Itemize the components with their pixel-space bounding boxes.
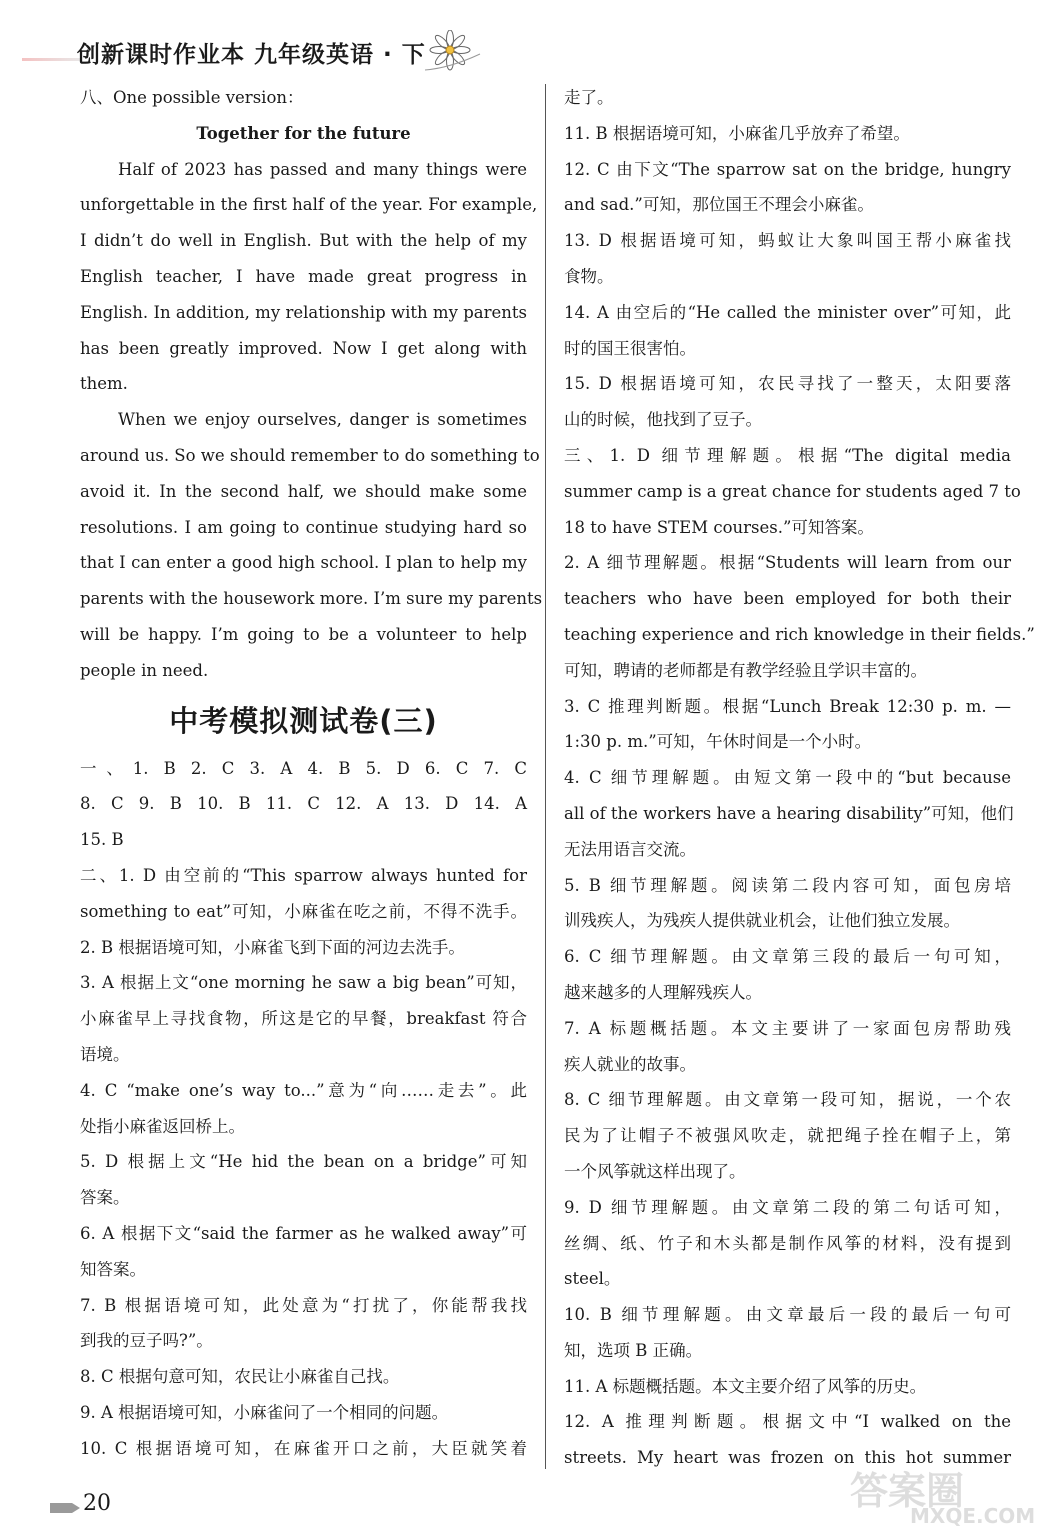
text-line: teaching experience and rich knowledge in their fields.” xyxy=(564,624,1035,644)
text-line: 4. C “make one’s way to...”意为“向……走去”。此 xyxy=(80,1080,527,1100)
text-line: 知，选项 B 正确。 xyxy=(564,1340,703,1360)
text-line: 山的时候，他找到了豆子。 xyxy=(564,410,762,430)
text-line: 无法用语言交流。 xyxy=(564,839,696,859)
text-line: 走了。 xyxy=(564,88,614,107)
text-line: teachers who have been employed for both their xyxy=(564,589,1011,609)
text-line: 15. D 根据语境可知，农民寻找了一整天，太阳要落 xyxy=(564,374,1011,394)
text-line: 处指小麻雀返回桥上。 xyxy=(80,1116,245,1136)
book-title: 创新课时作业本 九年级英语 · 下 xyxy=(77,42,426,68)
text-line: When we enjoy ourselves, danger is sometimes xyxy=(118,410,527,430)
text-line: 4. C 细节理解题。由短文第一段中的“but because xyxy=(564,768,1011,788)
text-line: unforgettable in the first half of the year. For example, xyxy=(80,195,538,215)
text-line: 3. A 根据上文“one morning he saw a big bean”可知， xyxy=(80,973,527,993)
text-line: 7. A 标题概括题。本文主要讲了一家面包房帮助残 xyxy=(564,1018,1011,1038)
text-line: 三、1. D 细节理解题。根据“The digital media xyxy=(564,445,1011,465)
text-line: 5. D 根据上文“He hid the bean on a bridge”可知 xyxy=(80,1152,527,1172)
text-line: 2. B 根据语境可知，小麻雀飞到下面的河边去洗手。 xyxy=(80,937,465,957)
text-line: English. In addition, my relationship with my parents xyxy=(80,302,527,322)
column-divider xyxy=(545,84,546,1469)
text-line: 9. A 根据语境可知，小麻雀问了一个相同的问题。 xyxy=(80,1402,449,1422)
page-number: 20 xyxy=(83,1491,111,1516)
page-header xyxy=(22,30,522,80)
text-line: 疾人就业的故事。 xyxy=(564,1054,696,1074)
flower-icon xyxy=(420,30,490,75)
text-line: 10. C 根据语境可知，在麻雀开口之前，大臣就笑着 xyxy=(80,1438,527,1458)
exam-title: 中考模拟测试卷(三) xyxy=(169,703,438,738)
watermark-logo xyxy=(850,1460,1045,1530)
text-line: 可知，聘请的老师都是有教学经验且学识丰富的。 xyxy=(564,660,927,680)
text-line: 7. B 根据语境可知，此处意为“打扰了，你能帮我找 xyxy=(80,1295,527,1315)
text-line: 18 to have STEM courses.”可知答案。 xyxy=(564,517,874,537)
text-line: 训残疾人，为残疾人提供就业机会，让他们独立发展。 xyxy=(564,911,960,931)
text-line: summer camp is a great chance for students aged 7 to xyxy=(564,481,1021,501)
header-accent-bar xyxy=(22,58,82,61)
text-line: 10. B 细节理解题。由文章最后一段的最后一句可 xyxy=(564,1305,1011,1325)
text-line: streets. My heart was frozen on this hot summer xyxy=(564,1448,1011,1468)
text-line: 丝绸、纸、竹子和木头都是制作风筝的材料，没有提到 xyxy=(564,1233,1011,1253)
text-line: 语境。 xyxy=(80,1044,130,1064)
text-line: 越来越多的人理解残疾人。 xyxy=(564,982,762,1002)
text-line: will be happy. I’m going to be a volunteer to help xyxy=(80,624,527,644)
watermark-url-text: MXQE.COM xyxy=(910,1504,1036,1528)
text-line: 14. A 由空后的“He called the minister over”可知，此 xyxy=(564,302,1011,322)
text-line: 6. A 根据下文“said the farmer as he walked away”可 xyxy=(80,1223,527,1243)
text-line: 12. A 推理判断题。根据文中“I walked on the xyxy=(564,1412,1011,1432)
text-line: 一个风筝就这样出现了。 xyxy=(564,1161,746,1181)
text-line: that I can enter a good high school. I plan to help my xyxy=(80,553,527,573)
text-line: 13. D 根据语境可知，蚂蚁让大象叫国王帮小麻雀找 xyxy=(564,231,1011,251)
text-line: 八、One possible version： xyxy=(80,88,304,107)
text-line: 8. C 根据句意可知，农民让小麻雀自己找。 xyxy=(80,1367,400,1387)
text-line: 食物。 xyxy=(564,266,614,286)
text-line: 1:30 p. m.”可知，午休时间是一个小时。 xyxy=(564,732,872,752)
text-line: 11. A 标题概括题。本文主要介绍了风筝的历史。 xyxy=(564,1376,927,1396)
text-line: parents with the housework more. I’m sure my parents xyxy=(80,589,543,609)
text-line: 时的国王很害怕。 xyxy=(564,338,696,358)
text-line: 6. C 细节理解题。由文章第三段的最后一句可知， xyxy=(564,947,1011,967)
page-arrow-icon xyxy=(50,1501,80,1515)
text-line: 8. C 细节理解题。由文章第一段可知，据说，一个农 xyxy=(564,1090,1011,1110)
text-line: 11. B 根据语境可知，小麻雀几乎放弃了希望。 xyxy=(564,123,910,143)
right-column xyxy=(564,80,1035,1476)
text-line: steel。 xyxy=(564,1269,621,1289)
text-line: 15. B xyxy=(80,830,124,850)
text-line: 3. C 推理判断题。根据“Lunch Break 12:30 p. m. — xyxy=(564,696,1011,716)
text-line: 二、1. D 由空前的“This sparrow always hunted for xyxy=(80,865,527,885)
text-line: English teacher, I have made great progress in xyxy=(80,266,527,286)
text-line: something to eat”可知，小麻雀在吃之前，不得不洗手。 xyxy=(80,901,527,921)
text-line: 民为了让帽子不被强风吹走，就把绳子拴在帽子上，第 xyxy=(564,1126,1011,1146)
text-line: 答案。 xyxy=(80,1188,130,1208)
text-line: 12. C 由下文“The sparrow sat on the bridge, hungry xyxy=(564,159,1011,179)
text-line: 2. A 细节理解题。根据“Students will learn from our xyxy=(564,553,1011,573)
text-line: resolutions. I am going to continue studying hard so xyxy=(80,517,527,537)
watermark-main-text: 答案圈 xyxy=(850,1469,965,1513)
text-line: 5. B 细节理解题。阅读第二段内容可知，面包房培 xyxy=(564,875,1011,895)
text-line: 8. C 9. B 10. B 11. C 12. A 13. D 14. A xyxy=(80,794,527,814)
text-line: 小麻雀早上寻找食物，所这是它的早餐，breakfast 符合 xyxy=(80,1009,527,1029)
text-line: 一、1. B 2. C 3. A 4. B 5. D 6. C 7. C xyxy=(80,758,527,778)
text-line: people in need. xyxy=(80,660,209,680)
text-line: Half of 2023 has passed and many things were xyxy=(118,159,527,179)
text-line: avoid it. In the second half, we should make some xyxy=(80,481,527,501)
text-line: 到我的豆子吗?”。 xyxy=(80,1331,213,1351)
text-line: all of the workers have a hearing disability”可知，他们 xyxy=(564,803,1014,823)
text-line: around us. So we should remember to do something to xyxy=(80,445,540,465)
text-line: and sad.”可知，那位国王不理会小麻雀。 xyxy=(564,195,874,215)
left-column xyxy=(80,80,543,1466)
text-line: 9. D 细节理解题。由文章第二段的第二句话可知， xyxy=(564,1197,1011,1217)
text-line: 知答案。 xyxy=(80,1259,146,1279)
text-line: them. xyxy=(80,374,128,394)
text-line: has been greatly improved. Now I get along with xyxy=(80,338,527,358)
essay-title: Together for the future xyxy=(196,123,411,143)
text-line: I didn’t do well in English. But with the help of my xyxy=(80,231,527,251)
